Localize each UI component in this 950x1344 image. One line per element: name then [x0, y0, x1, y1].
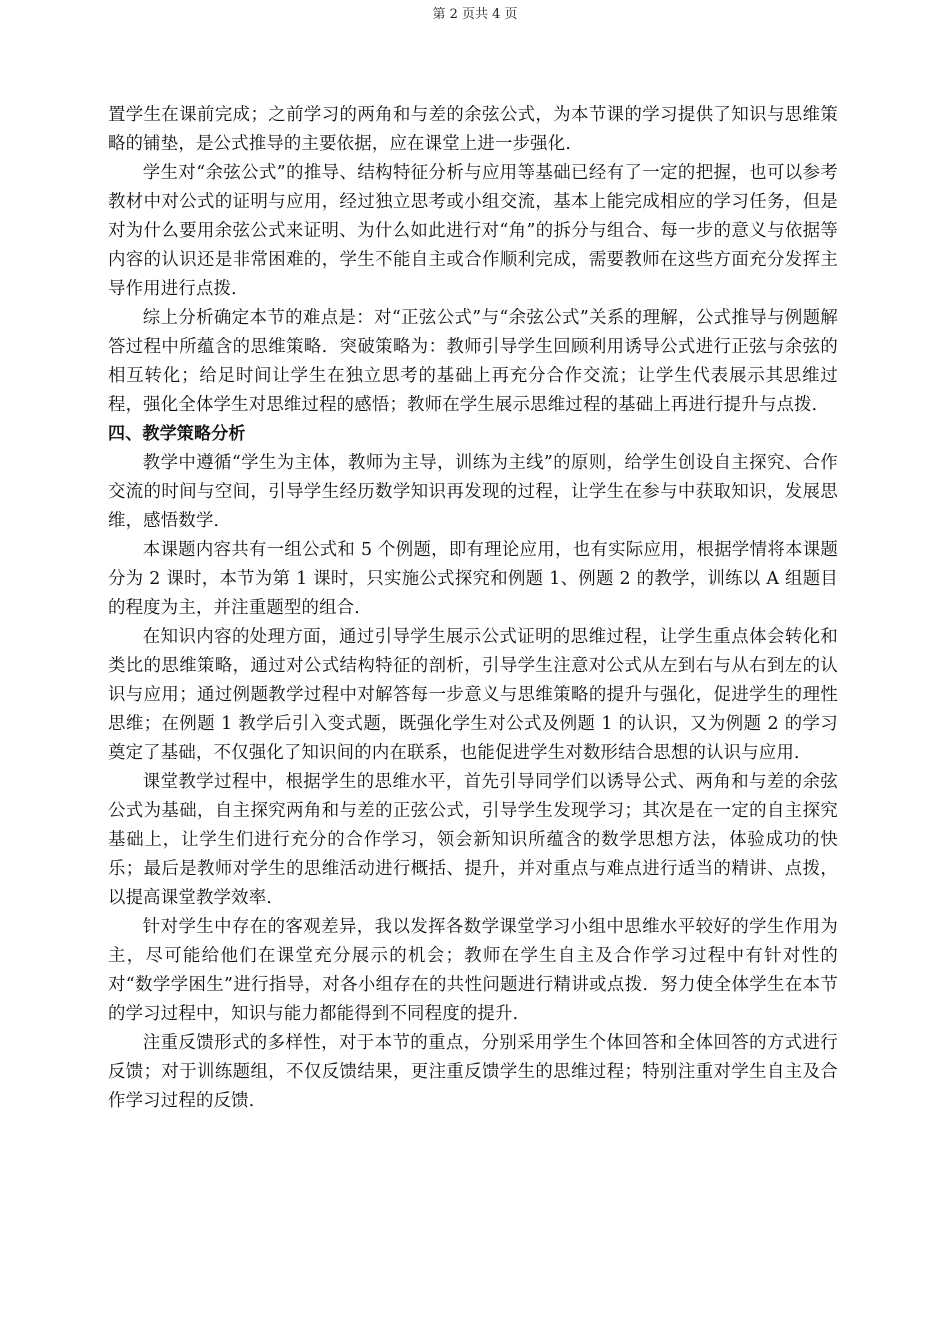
section-paragraph: 在知识内容的处理方面，通过引导学生展示公式证明的思维过程，让学生重点体会转化和类比的思维策略，通过对公式结构特征的剖析，引导学生注意对公式从左到右与从右到左的认识与应用；通过例题教学过程中对解答每一步意义与思维策略的提升与强化，促进学生的理性思维；在例题 1 教学后引入变式题，既强化学生对公式及例题 1 的认识，又为例题 2 的学习奠定了基础，不仅强化了知识间的内在联系，也能促进学生对数形结合思想的认识与应用．: [108, 627, 838, 763]
section-paragraph: 针对学生中存在的客观差异，我以发挥各数学课堂学习小组中思维水平较好的学生作用为主，尽可能给他们在课堂充分展示的机会；教师在学生自主及合作学习过程中有针对性的对“数学学困生”进行指导，对各小组存在的共性问题进行精讲或点拨．努力使全体学生在本节的学习过程中，知识与能力都能得到不同程度的提升．: [108, 917, 838, 1024]
body-paragraph-continuation: 置学生在课前完成；之前学习的两角和与差的余弦公式，为本节课的学习提供了知识与思维策略的铺垫，是公式推导的主要依据，应在课堂上进一步强化．: [108, 105, 838, 154]
section-paragraph: 课堂教学过程中，根据学生的思维水平，首先引导同学们以诱导公式、两角和与差的余弦公式为基础，自主探究两角和与差的正弦公式，引导学生发现学习；其次是在一定的自主探究基础上，让学生们进行充分的合作学习，领会新知识所蕴含的数学思想方法，体验成功的快乐；最后是教师对学生的思维活动进行概括、提升，并对重点与难点进行适当的精讲、点拨，以提高课堂教学效率．: [108, 772, 838, 908]
section-paragraph: 注重反馈形式的多样性，对于本节的重点，分别采用学生个体回答和全体回答的方式进行反馈；对于训练题组，不仅反馈结果，更注重反馈学生的思维过程；特别注重对学生自主及合作学习过程的反馈．: [108, 1033, 838, 1111]
body-paragraph: 学生对“余弦公式”的推导、结构特征分析与应用等基础已经有了一定的把握，也可以参考教材中对公式的证明与应用，经过独立思考或小组交流，基本上能完成相应的学习任务，但是对为什么要用余弦公式来证明、为什么如此进行对“角”的拆分与组合、每一步的意义与依据等内容的认识还是非常困难的，学生不能自主或合作顺利完成，需要教师在这些方面充分发挥主导作用进行点拨．: [108, 163, 838, 299]
page-number-header: 第 2 页共 4 页: [432, 7, 518, 22]
section-paragraph: 本课题内容共有一组公式和 5 个例题，即有理论应用，也有实际应用，根据学情将本课题分为 2 课时，本节为第 1 课时，只实施公式探究和例题 1、例题 2 的教学，训练以 A 组题目的程度为主，并注重题型的组合．: [108, 540, 838, 618]
section-heading: 四、教学策略分析: [108, 424, 246, 444]
document-body: [108, 101, 838, 1116]
section-paragraph: 教学中遵循“学生为主体，教师为主导，训练为主线”的原则，给学生创设自主探究、合作交流的时间与空间，引导学生经历数学知识再发现的过程，让学生在参与中获取知识，发展思维，感悟数学．: [108, 453, 838, 531]
body-paragraph: 综上分析确定本节的难点是：对“正弦公式”与“余弦公式”关系的理解，公式推导与例题解答过程中所蕴含的思维策略．突破策略为：教师引导学生回顾利用诱导公式进行正弦与余弦的相互转化；给足时间让学生在独立思考的基础上再充分合作交流；让学生代表展示其思维过程，强化全体学生对思维过程的感悟；教师在学生展示思维过程的基础上再进行提升与点拨．: [108, 308, 838, 415]
